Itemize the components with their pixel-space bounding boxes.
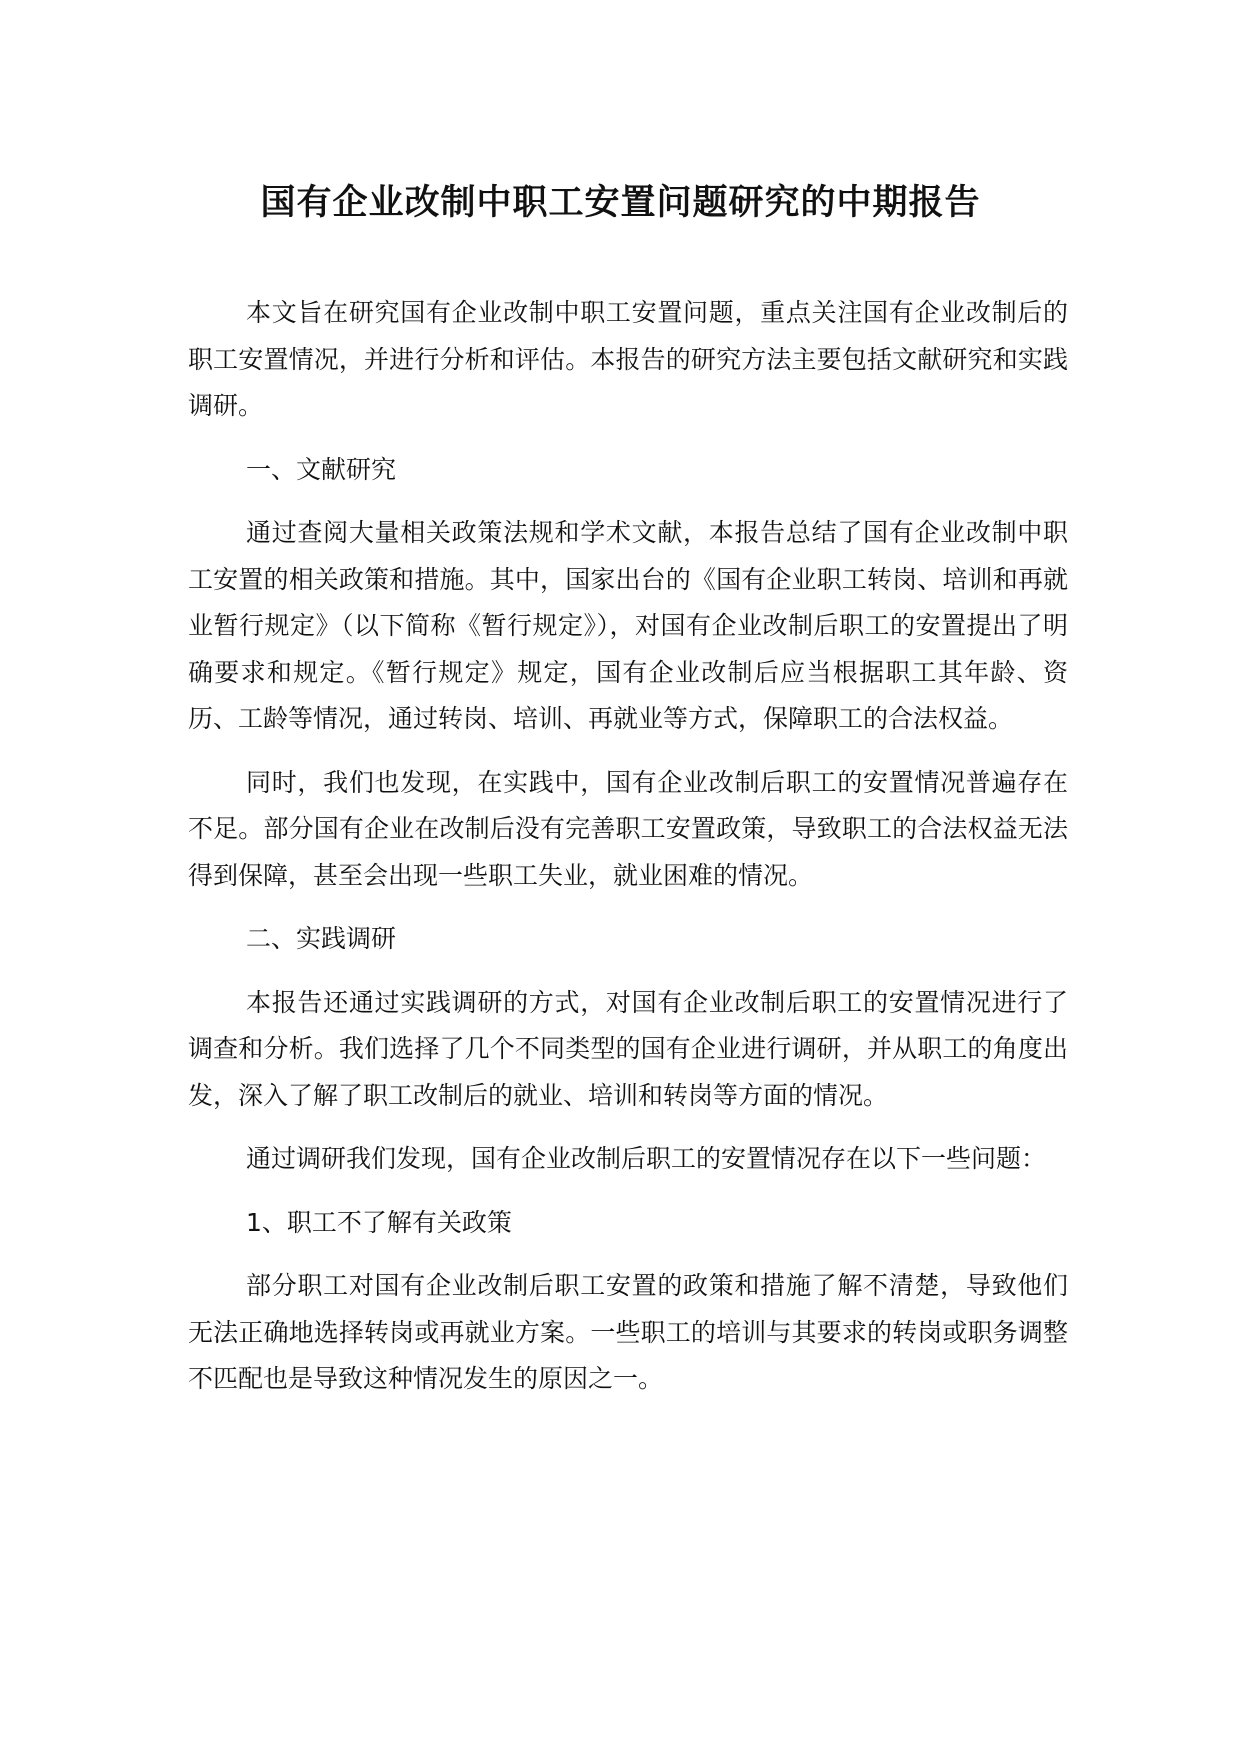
subsection-heading: 1、职工不了解有关政策: [246, 1207, 512, 1237]
paragraph: 本文旨在研究国有企业改制中职工安置问题，重点关注国有企业改制后的职工安置情况，并进行分析和评估。本报告的研究方法主要包括文献研究和实践调研。: [188, 298, 1068, 420]
document-body: [188, 290, 1068, 1420]
section-heading: 二、实践调研: [246, 924, 397, 953]
paragraph: 通过调研我们发现，国有企业改制后职工的安置情况存在以下一些问题：: [246, 1144, 1047, 1173]
section-heading: 一、文献研究: [246, 454, 397, 484]
paragraph: 本报告还通过实践调研的方式，对国有企业改制后职工的安置情况进行了调查和分析。我们选择了几个不同类型的国有企业进行调研，并从职工的角度出发，深入了解了职工改制后的就业、培训和转岗等方面的情况。: [188, 987, 1068, 1110]
document-title: 国有企业改制中职工安置问题研究的中期报告: [260, 183, 981, 223]
paragraph: 同时，我们也发现，在实践中，国有企业改制后职工的安置情况普遍存在不足。部分国有企业在改制后没有完善职工安置政策，导致职工的合法权益无法得到保障，甚至会出现一些职工失业，就业困难的情况。: [188, 767, 1068, 890]
paragraph: 部分职工对国有企业改制后职工安置的政策和措施了解不清楚，导致他们无法正确地选择转岗或再就业方案。一些职工的培训与其要求的转岗或职务调整不匹配也是导致这种情况发生的原因之一。: [188, 1271, 1068, 1393]
paragraph: 通过查阅大量相关政策法规和学术文献，本报告总结了国有企业改制中职工安置的相关政策和措施。其中，国家出台的《国有企业职工转岗、培训和再就业暂行规定》（以下简称《暂行规定》），对国有企业改制后职工的安置提出了明确要求和规定。《暂行规定》规定，国有企业改制后应当根据职工其年龄、资历、工龄等情况，通过转岗、培训、再就业等方式，保障职工的合法权益。: [188, 518, 1068, 733]
